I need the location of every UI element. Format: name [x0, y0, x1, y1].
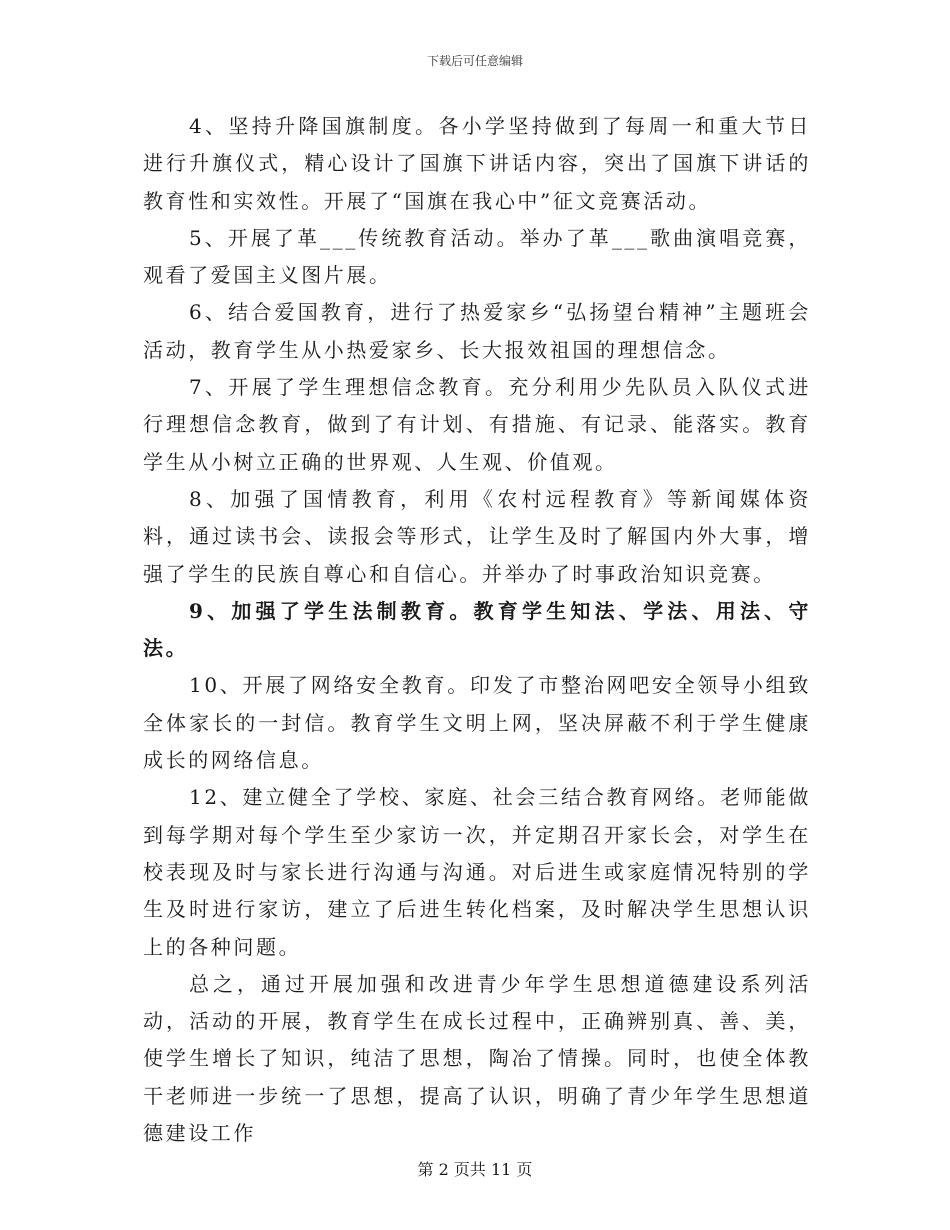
paragraph-item-12: 12、建立健全了学校、家庭、社会三结合教育网络。老师能做到每学期对每个学生至少家访一次，并定期召开家长会，对学生在校表现及时与家长进行沟通与沟通。对后进生或家庭情况特别的学生及时进行家访，建立了后进生转化档案，及时解决学生思想认识上的各种问题。: [143, 785, 811, 959]
document-body: [143, 108, 811, 1152]
paragraph-item-4: 4、坚持升降国旗制度。各小学坚持做到了每周一和重大节日进行升旗仪式，精心设计了国旗下讲话内容，突出了国旗下讲话的教育性和实效性。开展了“国旗在我心中”征文竞赛活动。: [143, 114, 811, 213]
paragraph-item-9: 9、加强了学生法制教育。教育学生知法、学法、用法、守法。: [143, 598, 811, 661]
paragraph-item-8: 8、加强了国情教育，利用《农村远程教育》等新闻媒体资料，通过读书会、读报会等形式，让学生及时了解国内外大事，增强了学生的民族自尊心和自信心。并举办了时事政治知识竞赛。: [143, 486, 811, 586]
paragraph-item-7: 7、开展了学生理想信念教育。充分利用少先队员入队仪式进行理想信念教育，做到了有计划、有措施、有记录、能落实。教育学生从小树立正确的世界观、人生观、价值观。: [143, 375, 811, 474]
page-number-footer: 第 2 页共 11 页: [417, 1160, 533, 1179]
paragraph-item-10: 10、开展了网络安全教育。印发了市整治网吧安全领导小组致全体家长的一封信。教育学生文明上网，坚决屏蔽不利于学生健康成长的网络信息。: [143, 673, 811, 773]
paragraph-summary: 总之，通过开展加强和改进青少年学生思想道德建设系列活动，活动的开展，教育学生在成长过程中，正确辨别真、善、美，使学生增长了知识，纯洁了思想，陶冶了情操。同时，也使全体教干老师进一步统一了思想，提高了认识，明确了青少年学生思想道德建设工作: [143, 971, 811, 1146]
paragraph-item-6: 6、结合爱国教育，进行了热爱家乡“弘扬望台精神”主题班会活动，教育学生从小热爱家乡、长大报效祖国的理想信念。: [143, 300, 811, 362]
page-header: 下载后可任意编辑: [426, 54, 523, 68]
paragraph-item-5: 5、开展了革___传统教育活动。举办了革___歌曲演唱竞赛，观看了爱国主义图片展。: [143, 225, 811, 288]
